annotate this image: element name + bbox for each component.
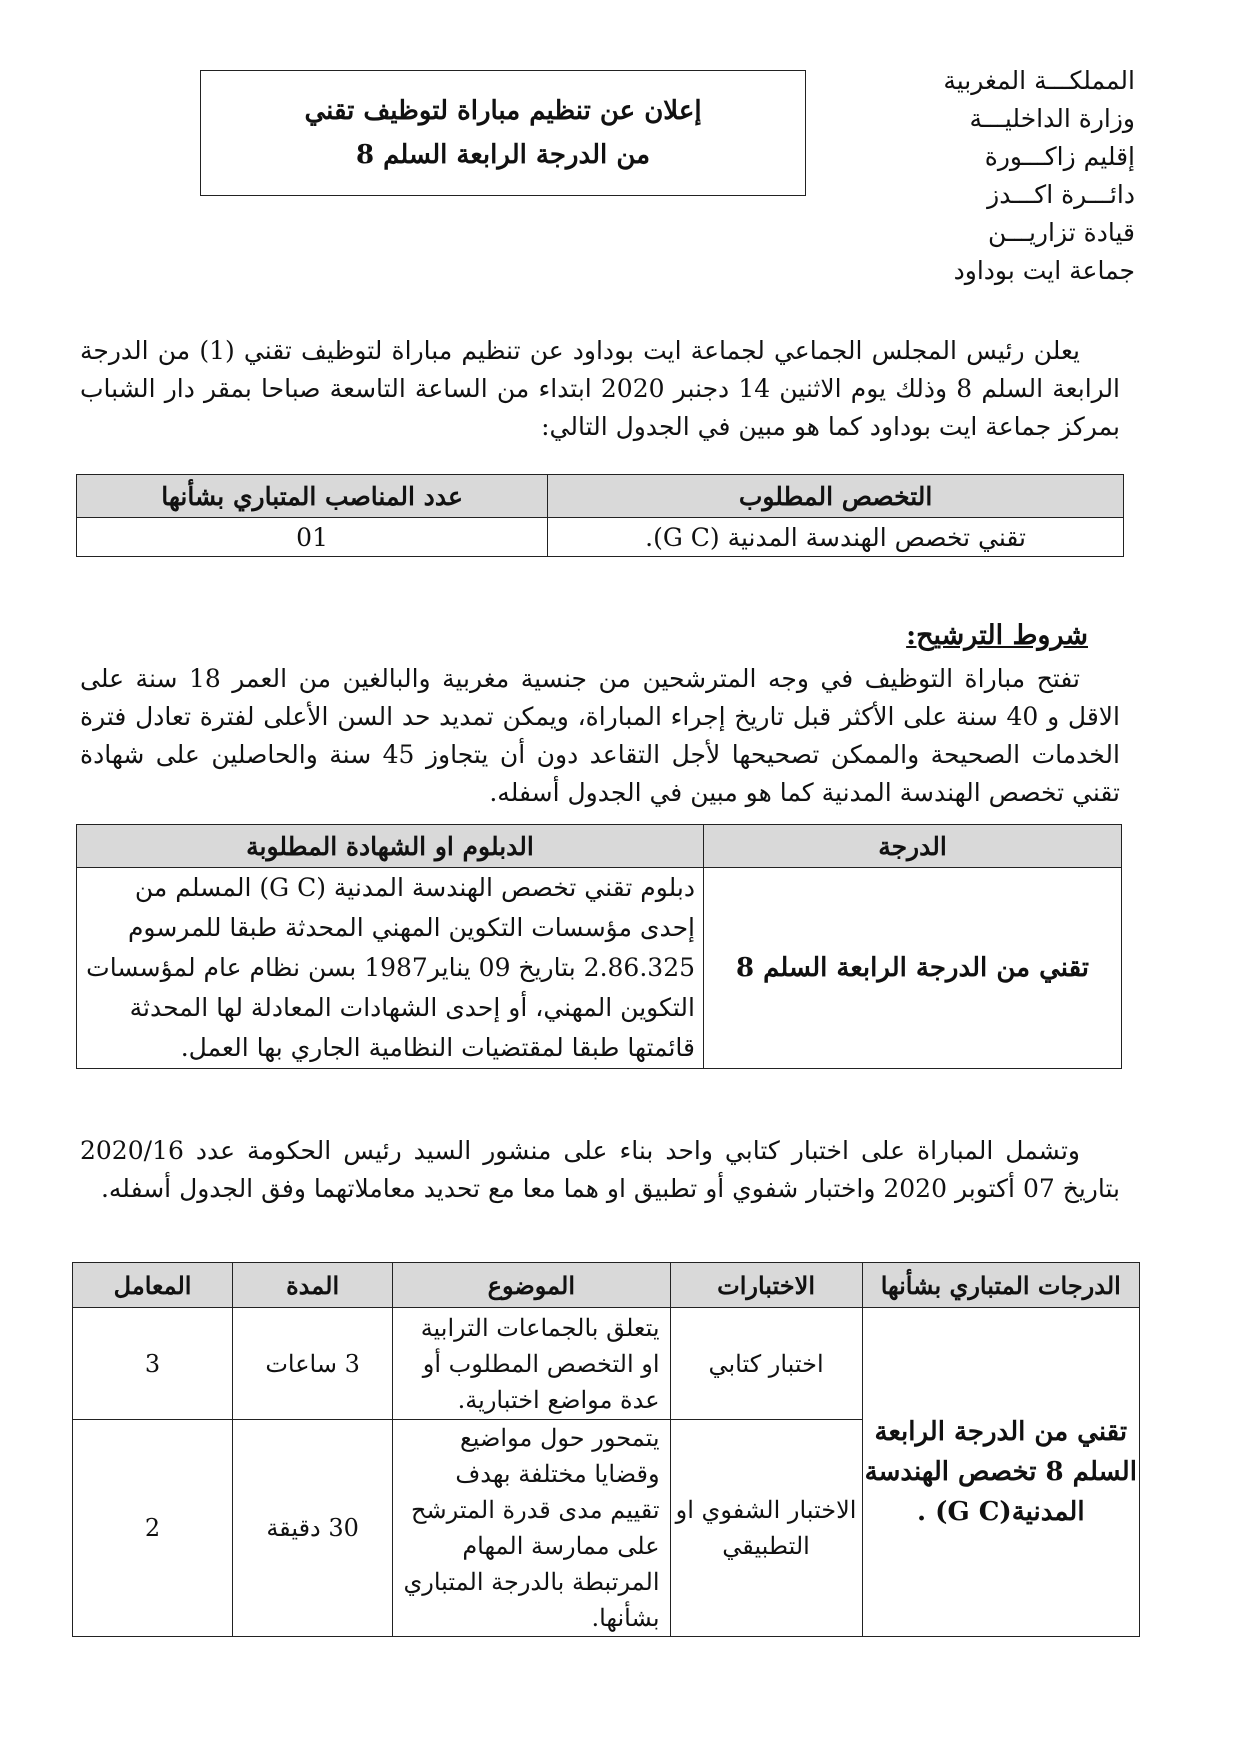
title-line-1: إعلان عن تنظيم مباراة لتوظيف تقني [304, 96, 702, 126]
title-line-2: من الدرجة الرابعة السلم 8 [355, 140, 651, 170]
diploma-line: قائمتها طبقا لمقتضيات النظامية الجاري بها العمل. [180, 1033, 695, 1062]
exam-header-grade: الدرجات المتباري بشأنها [862, 1263, 1139, 1308]
exam-header-tests: الاختبارات [670, 1263, 862, 1308]
diploma-table [76, 824, 1122, 1069]
exam-grade: تقني من الدرجة الرابعة السلم 8 تخصص الهندسة المدنية(G C) . [862, 1308, 1139, 1637]
exam-row-written [73, 1308, 1140, 1420]
exam-header-duration: المدة [233, 1263, 393, 1308]
exam-test: اختبار كتابي [670, 1308, 862, 1420]
exam-test: الاختبار الشفوي او التطبيقي [670, 1420, 862, 1637]
header-line: قيادة تزاريـــن [987, 218, 1135, 247]
conditions-title: شروط الترشيح: [906, 620, 1088, 651]
diploma-line: دبلوم تقني تخصص الهندسة المدنية (G C) المسلم من [134, 873, 695, 902]
exam-table [72, 1262, 1140, 1637]
exam-coef: 3 [73, 1308, 233, 1420]
diploma-header-grade: الدرجة [704, 825, 1122, 868]
header-line: إقليم زاكـــورة [984, 142, 1135, 171]
positions-count: 01 [77, 518, 548, 557]
positions-table [76, 474, 1124, 557]
positions-specialty: تقني تخصص الهندسة المدنية (G C). [548, 518, 1124, 557]
exam-duration: 30 دقيقة [233, 1420, 393, 1637]
header-line: دائـــرة اكـــدز [987, 180, 1135, 209]
administrative-header [835, 62, 1135, 290]
exam-duration: 3 ساعات [233, 1308, 393, 1420]
diploma-grade: تقني من الدرجة الرابعة السلم 8 [704, 868, 1122, 1069]
announcement-title-box [200, 70, 806, 196]
exam-coef: 2 [73, 1420, 233, 1637]
diploma-line: 2.86.325 بتاريخ 09 يناير1987 بسن نظام عام لمؤسسات [86, 953, 695, 982]
conditions-text: تفتح مباراة التوظيف في وجه المترشحين من جنسية مغربية والبالغين من العمر 18 سنة على الاقل و 40 سنة على الأكثر قبل تاريخ إجراء المباراة، ويمكن تمديد حد السن الأعلى لفترة تعادل فترة الخدمات الصحيحة والممكن تصحيحها لأجل التقاعد دون أن يتجاوز 45 سنة والحاصلين على شهادة تقني تخصص الهندسة المدنية كما هو مبين في الجدول أسفله. [80, 664, 1120, 807]
exam-paragraph [80, 1132, 1120, 1208]
intro-text: يعلن رئيس المجلس الجماعي لجماعة ايت بوداود عن تنظيم مباراة لتوظيف تقني (1) من الدرجة الرابعة السلم 8 وذلك يوم الاثنين 14 دجنبر 2020 ابتداء من الساعة التاسعة صباحا بمقر دار الشباب بمركز جماعة ايت بوداود كما هو مبين في الجدول التالي: [80, 336, 1121, 441]
diploma-header-diploma: الدبلوم او الشهادة المطلوبة [77, 825, 704, 868]
diploma-line: التكوين المهني، أو إحدى الشهادات المعادلة لها المحدثة [129, 993, 695, 1022]
exam-subject: يتمحور حول مواضيع وقضايا مختلفة بهدف تقييم مدى قدرة المترشح على ممارسة المهام المرتبطة بالدرجة المتباري بشأنها. [393, 1420, 670, 1637]
header-line: جماعة ايت بوداود [953, 256, 1135, 285]
header-line: وزارة الداخليـــة [969, 104, 1135, 133]
positions-header-count: عدد المناصب المتباري بشأنها [77, 475, 548, 518]
diploma-line: إحدى مؤسسات التكوين المهني المحدثة طبقا للمرسوم [127, 913, 695, 942]
positions-header-specialty: التخصص المطلوب [548, 475, 1124, 518]
conditions-paragraph [80, 660, 1120, 812]
diploma-description [77, 868, 704, 1069]
exam-subject: يتعلق بالجماعات الترابية او التخصص المطلوب أو عدة مواضع اختبارية. [393, 1308, 670, 1420]
intro-paragraph [80, 332, 1120, 446]
header-line: المملكـــة المغربية [943, 66, 1135, 95]
exam-header-coef: المعامل [73, 1263, 233, 1308]
exam-text: وتشمل المباراة على اختبار كتابي واحد بناء على منشور السيد رئيس الحكومة عدد 2020/16 بتاريخ 07 أكتوبر 2020 واختبار شفوي أو تطبيق او هما معا مع تحديد معاملاتهما وفق الجدول أسفله. [80, 1136, 1120, 1203]
exam-header-subject: الموضوع [393, 1263, 670, 1308]
